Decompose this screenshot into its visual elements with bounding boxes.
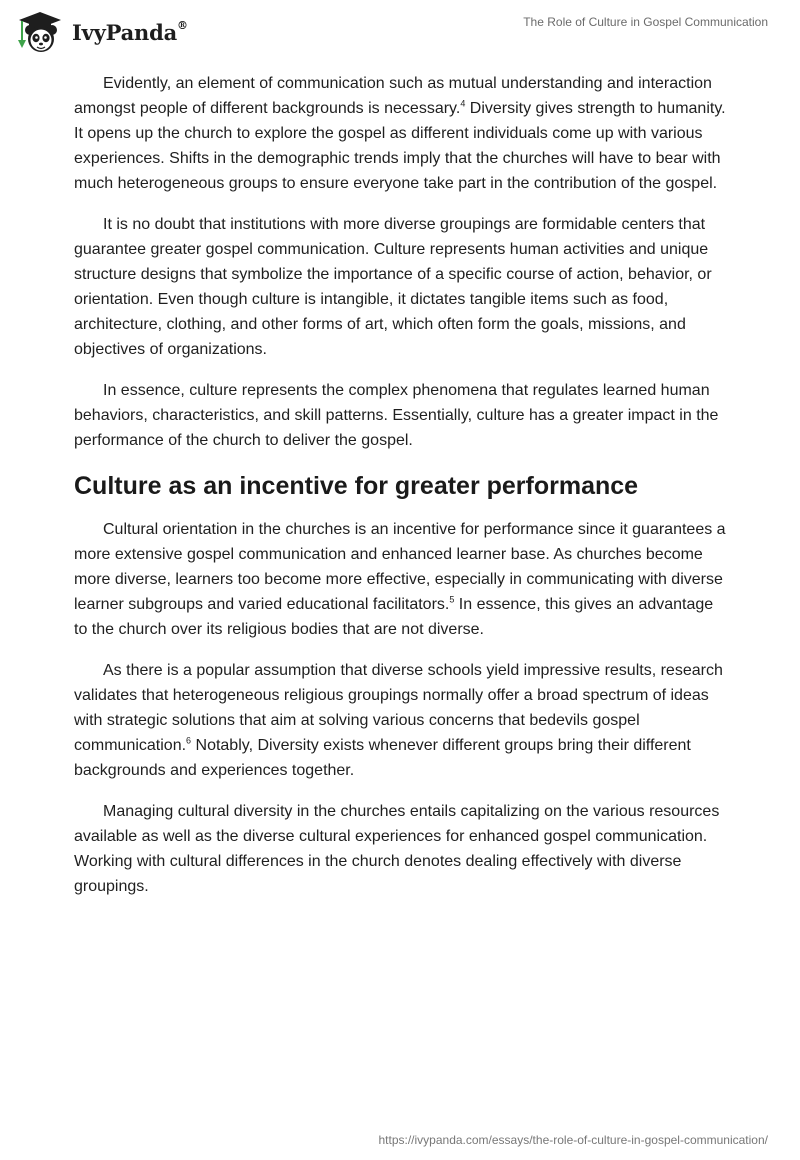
paragraph: In essence, culture represents the complex phenomena that regulates learned human behaviors, characteristics, and skill patterns. Essentially, culture has a greater impact in the performance of the church to deliver the gospel. bbox=[74, 382, 719, 449]
brand-name: IvyPanda® bbox=[72, 18, 188, 45]
paragraph: Managing cultural diversity in the churches entails capitalizing on the various resources available as well as the diverse cultural experiences for enhanced gospel communication. Working with cultural differences in the church denotes dealing effectively with diverse groupings. bbox=[74, 803, 720, 895]
paragraph: Evidently, an element of communication such as mutual understanding and interaction amongst people of different backgrounds is necessary.$^4$ Diversity gives strength to humanity. It opens up the church to explore the gospel as different individuals come up with various experiences. Shifts in the demographic trends imply that the churches will have to bear with much heterogeneous groups to ensure everyone take part in the contribution of the gospel. bbox=[74, 75, 726, 192]
page-header bbox=[0, 0, 800, 60]
document-title: The Role of Culture in Gospel Communication bbox=[523, 15, 768, 29]
section-heading: Culture as an incentive for greater performance bbox=[74, 472, 639, 500]
source-url[interactable]: https://ivypanda.com/essays/the-role-of-culture-in-gospel-communication/ bbox=[378, 1133, 768, 1147]
paragraph: As there is a popular assumption that diverse schools yield impressive results, research validates that heterogeneous religious groupings normally offer a broad spectrum of ideas with strategic solutions that aim at solving various concerns that bedevils gospel communication.$^6$ Notably, Diversity exists whenever different groups bring their different backgrounds and experiences together. bbox=[74, 662, 723, 779]
footnote-ref[interactable]: 6 bbox=[186, 735, 192, 746]
essay-body bbox=[74, 71, 728, 915]
paragraph: It is no doubt that institutions with more diverse groupings are formidable centers that guarantee greater gospel communication. Culture represents human activities and unique structure designs that symbolize the importance of a specific course of action, behavior, or orientation. Even though culture is intangible, it dictates tangible items such as food, architecture, clothing, and other forms of art, which often form the goals, missions, and objectives of organizations. bbox=[74, 216, 712, 358]
panda-graduate-icon bbox=[14, 10, 66, 54]
paragraph: Cultural orientation in the churches is an incentive for performance since it guarantees a more extensive gospel communication and enhanced learner base. As churches become more diverse, learners too become more effective, especially in communicating with diverse learner subgroups and varied educational facilitators.$^5$ In essence, this gives an advantage to the church over its religious bodies that are not diverse. bbox=[74, 521, 726, 638]
footnote-ref[interactable]: 5 bbox=[449, 594, 455, 605]
footnote-ref[interactable]: 4 bbox=[460, 98, 466, 109]
ivypanda-logo[interactable] bbox=[14, 10, 188, 54]
